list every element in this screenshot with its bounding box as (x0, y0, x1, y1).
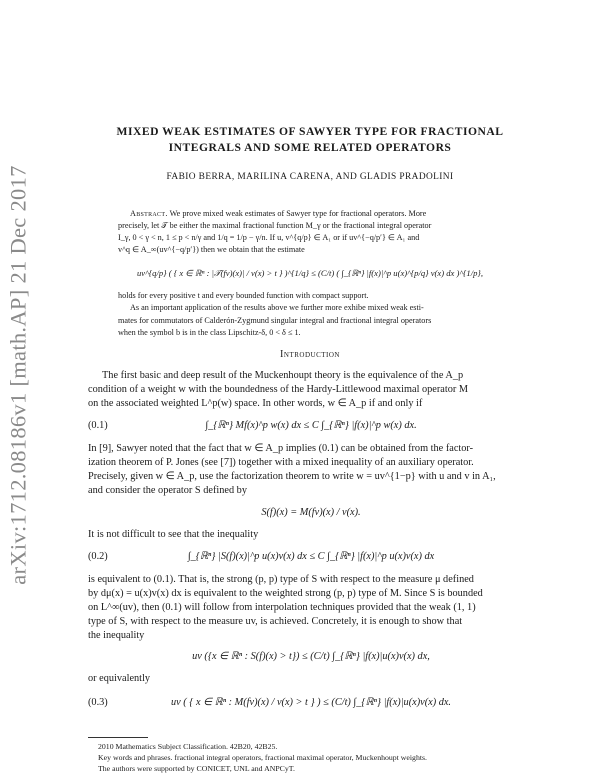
paragraph-line: on the associated weighted L^p(w) space. In other words, w ∈ A_p if and only if (88, 397, 423, 409)
paragraph-line: The first basic and deep result of the Muckenhoupt theory is the equivalence of the A_p (102, 370, 464, 381)
paragraph-line: In [9], Sawyer noted that the fact that w ∈ A_p implies (0.1) can be obtained from the factor- (88, 443, 474, 455)
equation-weak-type (88, 642, 534, 672)
paragraph-line: and consider the operator S defined by (88, 484, 247, 496)
equation-content: uv ({x ∈ ℝⁿ : S(f)(x) > t}) ≤ (C/t) ∫_{ℝⁿ} |f(x)|u(x)v(x) dx, (192, 651, 430, 663)
paragraph-line: ization theorem of P. Jones (see [7]) together with a mixed inequality of an auxiliary operator. (88, 457, 474, 469)
equation-content: ∫_{ℝⁿ} |S(f)(x)|^p u(x)v(x) dx ≤ C ∫_{ℝⁿ} |f(x)|^p u(x)v(x) dx (187, 551, 435, 563)
paragraph-line: Precisely, given w ∈ A_p, use the factorization theorem to write w = uv^{1−p} with u and v in A₁, (88, 470, 496, 482)
footnote-msc: 2010 Mathematics Subject Classification. 42B20, 42B25. (98, 742, 278, 751)
section-heading-introduction: Introduction (280, 349, 340, 360)
abstract-line: holds for every positive t and every bounded function with compact support. (118, 291, 369, 301)
paragraph-line: on L^∞(uv), then (0.1) will follow from interpolation techniques provided that the weak (1, 1) (88, 601, 476, 613)
arxiv-identifier: arXiv:1712.08186v1 [math.AP] 21 Dec 2017 (6, 165, 32, 585)
abstract-line: when the symbol b is in the class Lipschitz-δ, 0 < δ ≤ 1. (118, 327, 301, 337)
equation-content: ∫_{ℝⁿ} Mf(x)^p w(x) dx ≤ C ∫_{ℝⁿ} |f(x)|^p w(x) dx. (205, 420, 417, 432)
paragraph-line: is equivalent to (0.1). That is, the strong (p, p) type of S with respect to the measure μ defined (88, 574, 474, 586)
paragraph-line: condition of a weight w with the boundedness of the Hardy-Littlewood maximal operator M (88, 383, 469, 395)
equation-number: (0.3) (88, 697, 108, 709)
footnote-keywords: Key words and phrases. fractional integral operators, fractional maximal operator, Muckenhoupt weights. (98, 753, 427, 763)
title-line-1: MIXED WEAK ESTIMATES OF SAWYER TYPE FOR FRACTIONAL (116, 125, 504, 138)
footnote-support: The authors were supported by CONICET, UNL and ANPCyT. (98, 764, 295, 774)
abstract-equation: uv^{q/p} ( { x ∈ ℝⁿ : |𝒯(fv)(x)| / v(x) > t } )^{1/q} ≤ (C/t) ( ∫_{ℝⁿ} |f(x)|^p u(x)^{p/q} v(x) dx )^{1/p}, (137, 268, 483, 279)
equation-0-3 (88, 686, 534, 720)
equation-0-1 (88, 410, 534, 442)
abstract-line: v^q ∈ A_∞(uv^{−q/p′}) then we obtain that the estimate (118, 245, 305, 255)
abstract-line: We prove mixed weak estimates of Sawyer type for fractional operators. More (169, 209, 427, 218)
paper-title (95, 124, 525, 156)
equation-content: S(f)(x) = M(fv)(x) / v(x). (261, 506, 361, 518)
equation-number: (0.2) (88, 551, 108, 563)
abstract-line: precisely, let 𝒯 be either the maximal fractional function M_γ or the fractional integral operator (118, 221, 432, 231)
equation-number: (0.1) (88, 420, 108, 432)
equation-0-2 (88, 541, 534, 573)
author-list: FABIO BERRA, MARILINA CARENA, AND GLADIS PRADOLINI (166, 172, 454, 182)
paragraph-line: the inequality (88, 629, 145, 641)
footnote-rule (88, 737, 148, 738)
abstract (118, 208, 502, 339)
body-text (88, 369, 534, 720)
title-line-2: INTEGRALS AND SOME RELATED OPERATORS (168, 141, 452, 154)
paragraph-line: by dμ(x) = u(x)v(x) dx is equivalent to the weighted strong (p, p) type of M. Since S is bounded (88, 588, 483, 600)
equation-content: uv ( { x ∈ ℝⁿ : M(fv)(x) / v(x) > t } ) ≤ (C/t) ∫_{ℝⁿ} |f(x)|u(x)v(x) dx. (171, 697, 451, 709)
equation-operator-s (88, 498, 534, 528)
arxiv-identifier-sidebar (2, 165, 36, 585)
abstract-line: mates for commutators of Calderón-Zygmund singular integral and fractional integral operators (118, 315, 432, 325)
abstract-line: As an important application of the results above we further more exhibe mixed weak esti- (130, 303, 424, 313)
footnotes (88, 741, 534, 775)
abstract-line: I_γ, 0 < γ < n, 1 ≤ p < n/γ and 1/q = 1/p − γ/n. If u, v^{q/p} ∈ A₁ or if uv^{−q/p′} ∈ A₁ and (118, 233, 420, 243)
paragraph-line: It is not difficult to see that the inequality (88, 528, 259, 540)
abstract-label: Abstract. (130, 209, 168, 218)
paragraph-line: type of S, with respect to the measure uv, is achieved. Concretely, it is enough to show that (88, 615, 463, 627)
paragraph-line: or equivalently (88, 673, 151, 685)
